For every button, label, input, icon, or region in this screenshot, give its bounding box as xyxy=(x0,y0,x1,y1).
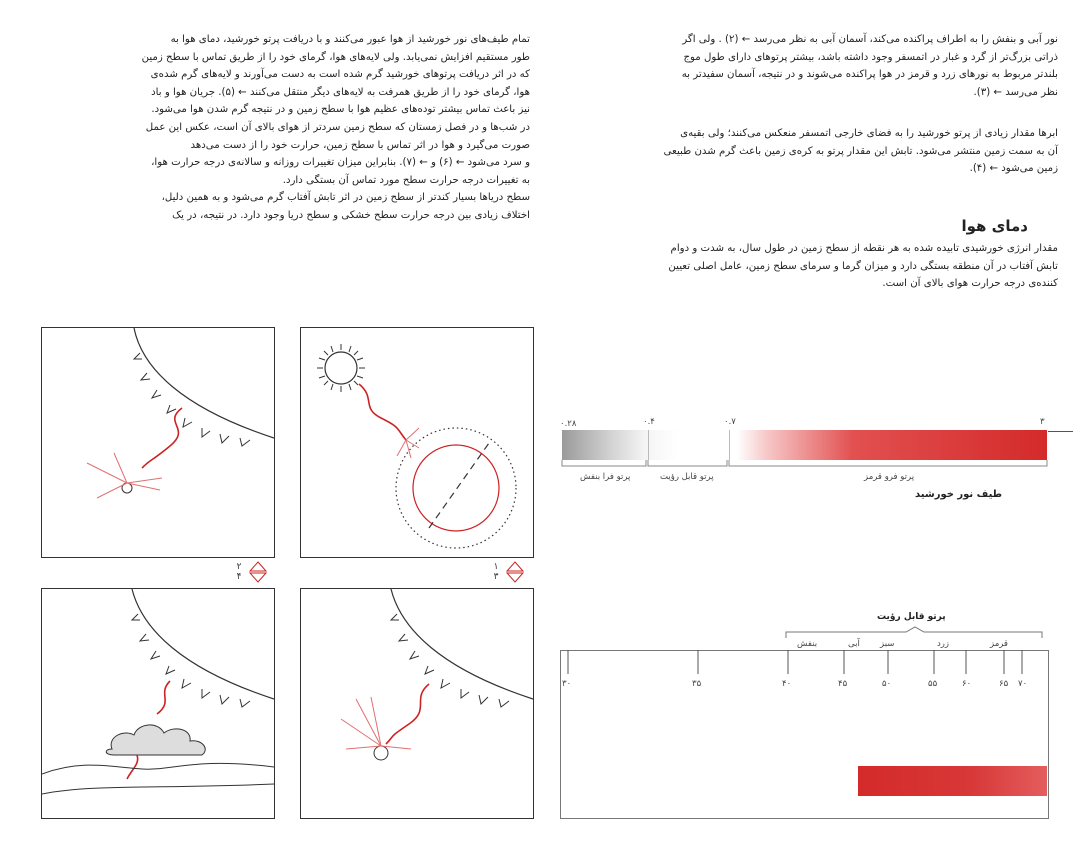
text-line: به تغییرات درجه حرارت سطح مورد تماس آن بستگی دارد. xyxy=(282,174,530,186)
text-line: نظر می‌رسد ← (۳). xyxy=(973,86,1058,98)
illustration-panel-2 xyxy=(41,327,275,558)
wl-tick: ۵۵ xyxy=(928,679,938,689)
wl-tick: ۳۵ xyxy=(692,679,702,689)
illustration-panel-1 xyxy=(300,327,534,558)
text-line: اختلاف زیادی بین درجه حرارت سطح خشکی و سطح دریا وجود دارد. در نتیجه، در یک xyxy=(172,209,530,221)
spectrum-caption: طیف نور خورشید xyxy=(915,489,1003,500)
panel-number: ۳ xyxy=(493,572,499,582)
wl-tick: ۳۰ xyxy=(562,679,572,689)
spectrum-tick-07: ۰.۷ xyxy=(724,417,736,427)
spectrum-axis-line xyxy=(1048,431,1073,432)
right-paragraph-1 xyxy=(562,31,1058,101)
text-line: مقدار انرژی خورشیدی تابیده شده به هر نقطه از سطح زمین در طول سال، به شدت و دوام xyxy=(670,243,1058,254)
panel-number: ۱ xyxy=(493,562,499,572)
spectrum-brackets xyxy=(560,460,1050,472)
wl-tick: ۴۰ xyxy=(782,679,792,689)
visible-label: پرتو قابل رؤیت xyxy=(660,472,714,482)
color-violet: بنفش xyxy=(797,639,818,649)
sun-ray-drawing xyxy=(301,589,533,818)
color-red: قرمز xyxy=(990,639,1008,649)
infrared-label: پرتو فرو قرمز xyxy=(864,472,915,482)
text-line: بلندتر مربوط به نورهای زرد و قرمز در هوا پراکنده می‌شوند و در نتیجه، آسمان سفیدتر به xyxy=(681,69,1058,81)
spectrum-divider xyxy=(729,430,730,460)
text-line: نور آبی و بنفش را به اطراف پراکنده می‌کند، آسمان آبی به نظر می‌رسد ← (۲) . ولی اگر xyxy=(682,34,1058,45)
text-line: سطح دریاها بسیار کندتر از سطح زمین در اثر تابش آفتاب گرم می‌شود و به همین دلیل، xyxy=(161,192,530,204)
panel-number: ۴ xyxy=(236,572,242,582)
sun-atmosphere-drawing xyxy=(301,328,533,557)
color-green: سبز xyxy=(880,639,895,649)
panel-numbers-left xyxy=(233,562,245,582)
wl-tick: ۷۰ xyxy=(1018,679,1028,689)
illustration-panel-3 xyxy=(300,588,534,819)
color-yellow: زرد xyxy=(937,639,949,649)
spectrum-bar xyxy=(562,430,1047,460)
text-line: ابرها مقدار زیادی از پرتو خورشید را به فضای خارجی اتمسفر منعکس می‌کنند؛ ولی بقیه‌ی xyxy=(680,128,1058,139)
color-blue: آبی xyxy=(848,639,860,649)
text-line: ذراتی بزرگ‌تر از گرد و غبار در اتمسفر وجود داشته باشد، بیشتر پرتوهای دارای طول موج xyxy=(683,51,1058,63)
spectrum-tick-3: ۳ xyxy=(1040,417,1045,427)
cloud-ground-drawing xyxy=(42,589,274,818)
red-band xyxy=(858,766,1047,796)
visible-bracket xyxy=(784,626,1046,640)
visible-title: پرتو قابل رؤیت xyxy=(877,612,946,622)
cloud-icon xyxy=(106,725,205,755)
text-line: هوا، گرمای خود را از طریق همرفت به لایه‌های دیگر منتقل می‌کنند ← (۵). جریان هوا و باد xyxy=(151,86,530,98)
sun-icon xyxy=(317,344,365,392)
illustration-panel-4 xyxy=(41,588,275,819)
text-line: و سرد می‌شود ← (۶) و ← (۷). بنابراین میزان تغییرات روزانه و سالانه‌ی درجه حرارت هوا، xyxy=(151,157,530,169)
text-line: کننده‌ی درجه حرارت هوای بالای آن است. xyxy=(882,278,1058,290)
wl-tick: ۴۵ xyxy=(838,679,848,689)
wl-tick: ۶۵ xyxy=(999,679,1009,689)
triangle-markers-icon xyxy=(506,561,524,583)
spectrum-divider xyxy=(648,430,649,460)
text-line: نیز باعث تماس بیشتر توده‌های عظیم هوا با سطح زمین و در نتیجه گرم شدن هوا می‌شود. xyxy=(151,104,530,116)
uv-label: پرتو فرا بنفش xyxy=(580,472,631,482)
left-text-column xyxy=(37,31,530,225)
text-line: صورت می‌گیرد و هوا در اثر تماس با سطح زمین، حرارت خود را از دست می‌دهد xyxy=(190,139,530,151)
wavelength-ticks xyxy=(560,650,1050,680)
section-heading: دمای هوا xyxy=(961,217,1028,235)
right-paragraph-3 xyxy=(562,240,1058,293)
text-line: طور مستقیم افزایش نمی‌یابد. ولی لایه‌های هوا، گرمای خود را از طریق تماس با سطح زمین xyxy=(141,51,530,63)
spectrum-tick-04: ۰.۴ xyxy=(643,417,655,427)
text-line: که در اثر دریافت پرتوهای خورشید گرم شده است به دست می‌آورند و لایه‌های گرم شده‌ی xyxy=(150,69,530,81)
spectrum-tick-028: ۰.۲۸ xyxy=(560,419,577,429)
text-line: تمام طیف‌های نور خورشید از هوا عبور می‌کنند و با دریافت پرتو خورشید، دمای هوا به xyxy=(170,34,530,45)
text-line: آن به سمت زمین منتشر می‌شود. تابش این مقدار پرتو به کره‌ی زمین باعث گرم شدن طبیعی xyxy=(663,145,1058,157)
triangle-markers-icon xyxy=(249,561,267,583)
wl-tick: ۵۰ xyxy=(882,679,892,689)
right-paragraph-2 xyxy=(562,125,1058,178)
panel-number: ۲ xyxy=(236,562,242,572)
text-line: در شب‌ها و در فصل زمستان که سطح زمین سردتر از هوای بالای آن است، عکس این عمل xyxy=(145,121,530,133)
text-line: تابش آفتاب در آن منطقه بستگی دارد و میزان گرما و سرمای سطح زمین، عامل اصلی تعیین xyxy=(668,260,1058,272)
wl-tick: ۶۰ xyxy=(962,679,972,689)
sun-ray-drawing xyxy=(42,328,274,557)
panel-numbers-right xyxy=(490,562,502,582)
text-line: زمین می‌شود ← (۴). xyxy=(969,163,1058,175)
